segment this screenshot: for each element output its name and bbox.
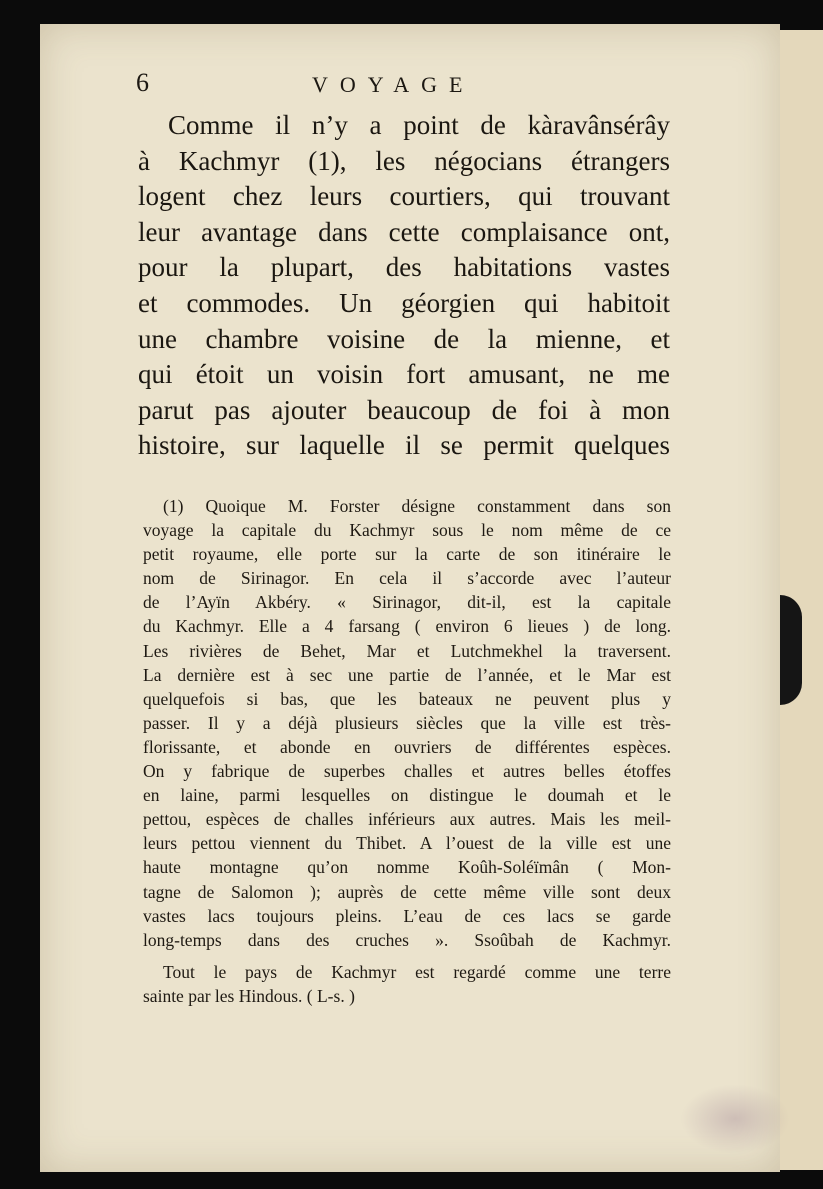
text-line: pour la plupart, des habitations vastes bbox=[138, 252, 670, 283]
text-line: Comme il n’y a point de kàravânsérây bbox=[168, 110, 670, 140]
footnote-line: vastes lacs toujours pleins. L’eau de ces lacs se garde bbox=[143, 905, 671, 926]
footnote-line: florissante, et abonde en ouvriers de différentes espèces. bbox=[143, 736, 671, 757]
text-line: à Kachmyr (1), les négocians étrangers bbox=[138, 145, 670, 176]
text-line: qui étoit un voisin fort amusant, ne me bbox=[138, 359, 670, 390]
text-line: une chambre voisine de la mienne, et bbox=[138, 323, 670, 354]
footnote-line: du Kachmyr. Elle a 4 farsang ( environ 6 lieues ) de long. bbox=[143, 616, 671, 637]
footnote-line: en laine, parmi lesquelles on distingue le doumah et le bbox=[143, 785, 671, 806]
paper-stain bbox=[680, 1084, 790, 1154]
footnote-line: tagne de Salomon ); auprès de cette même ville sont deux bbox=[143, 881, 671, 902]
main-paragraph bbox=[138, 108, 670, 464]
footnote-line: quelquefois si bas, que les bateaux ne peuvent plus y bbox=[143, 688, 671, 709]
footnote-line: haute montagne qu’on nomme Koûh-Soléïmân ( Mon- bbox=[143, 857, 671, 878]
footnote-line: La dernière est à sec une partie de l’année, et le Mar est bbox=[143, 664, 671, 685]
footnote-line: Les rivières de Behet, Mar et Lutchmekhel la traversent. bbox=[143, 640, 671, 661]
page-header bbox=[136, 68, 692, 104]
page-number: 6 bbox=[136, 68, 149, 97]
ink-mark bbox=[780, 595, 802, 705]
footnote-line: petit royaume, elle porte sur la carte de son itinéraire le bbox=[143, 544, 671, 565]
running-title: VOYAGE bbox=[312, 72, 475, 97]
footnote-closing-line: sainte par les Hindous. ( L-s. ) bbox=[143, 985, 355, 1006]
footnote-line: leurs pettou viennent du Thibet. A l’ouest de la ville est une bbox=[143, 833, 671, 854]
text-line: et commodes. Un géorgien qui habitoit bbox=[138, 287, 670, 318]
footnote-closing-line: Tout le pays de Kachmyr est regardé comme une terre bbox=[163, 961, 671, 982]
footnote-line: passer. Il y a déjà plusieurs siècles que la ville est très- bbox=[143, 712, 671, 733]
footnote-line: (1) Quoique M. Forster désigne constamment dans son bbox=[163, 496, 671, 516]
adjacent-page-edge bbox=[778, 30, 823, 1170]
footnote-line: On y fabrique de superbes challes et autres belles étoffes bbox=[143, 761, 671, 782]
footnote-line: long-temps dans des cruches ». Ssoûbah de Kachmyr. bbox=[143, 929, 671, 950]
text-line: logent chez leurs courtiers, qui trouvant bbox=[138, 181, 670, 212]
text-line: histoire, sur laquelle il se permit quelques bbox=[138, 430, 670, 461]
footnote bbox=[143, 494, 671, 1008]
footnote-line: de l’Ayïn Akbéry. « Sirinagor, dit-il, est la capitale bbox=[143, 592, 671, 613]
footnote-line: voyage la capitale du Kachmyr sous le nom même de ce bbox=[143, 520, 671, 541]
footnote-line: pettou, espèces de challes inférieurs aux autres. Mais les meil- bbox=[143, 809, 671, 830]
footnote-line: nom de Sirinagor. En cela il s’accorde avec l’auteur bbox=[143, 568, 671, 589]
text-line: parut pas ajouter beaucoup de foi à mon bbox=[138, 394, 670, 425]
text-line: leur avantage dans cette complaisance ont, bbox=[138, 216, 670, 247]
